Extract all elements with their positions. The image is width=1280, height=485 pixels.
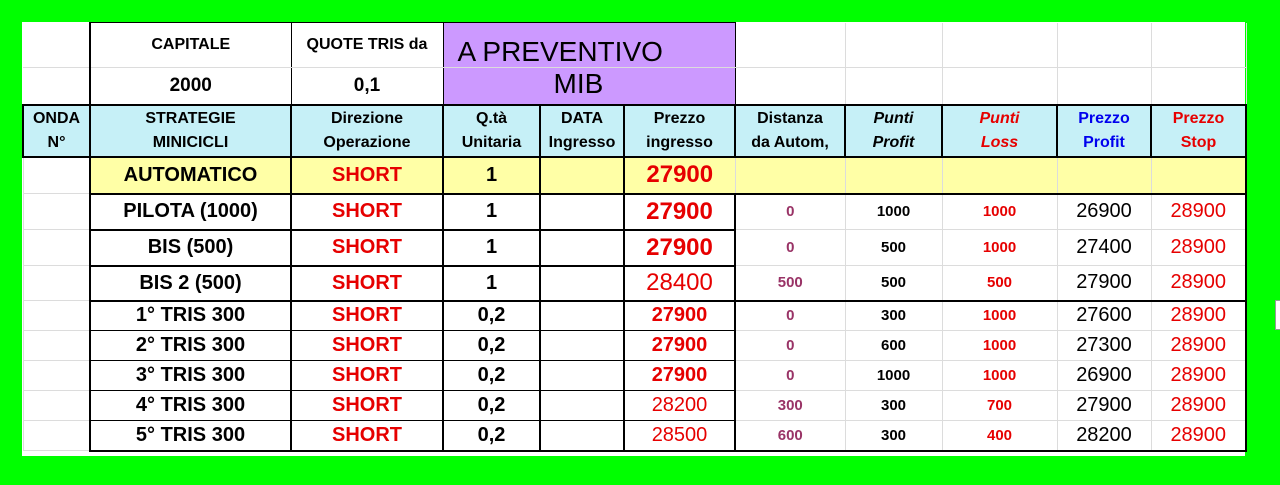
cell-distanza[interactable]: 500 (735, 266, 845, 301)
table-row (23, 266, 1246, 301)
header-line-1: Prezzo (653, 109, 706, 127)
cell-prezzo-ingresso[interactable]: 27900 (624, 230, 735, 266)
header-row-2 (23, 68, 1246, 105)
header-punti-profit[interactable] (845, 105, 942, 157)
cell-distanza[interactable]: 0 (735, 230, 845, 266)
cell-prezzo-profit[interactable]: 27900 (1057, 391, 1151, 421)
cell-prezzo-profit[interactable] (1057, 157, 1151, 194)
cell-onda[interactable] (23, 157, 90, 194)
cell-qta[interactable]: 1 (443, 230, 540, 266)
cell-prezzo-profit[interactable]: 26900 (1057, 361, 1151, 391)
cell-punti-profit[interactable]: 300 (845, 391, 942, 421)
cell-prezzo-stop[interactable]: 28900 (1151, 421, 1246, 451)
empty-cell[interactable] (23, 23, 90, 68)
cell-prezzo-ingresso[interactable]: 28200 (624, 391, 735, 421)
empty-cell[interactable] (1057, 23, 1151, 68)
table-row (23, 391, 1246, 421)
header-line-2: Unitaria (461, 133, 522, 151)
cell-strategie[interactable]: 1° TRIS 300 (90, 301, 291, 331)
cell-punti-loss[interactable]: 1000 (942, 194, 1057, 230)
cell-direzione[interactable]: SHORT (291, 361, 443, 391)
cell-data-ingresso[interactable] (540, 421, 624, 451)
cell-data-ingresso[interactable] (540, 266, 624, 301)
header-onda[interactable] (23, 105, 90, 157)
cell-punti-profit[interactable]: 1000 (845, 361, 942, 391)
cell-direzione[interactable]: SHORT (291, 266, 443, 301)
cell-strategie[interactable]: 5° TRIS 300 (90, 421, 291, 451)
cell-punti-profit[interactable]: 500 (845, 230, 942, 266)
cell-distanza[interactable] (735, 157, 845, 194)
cell-strategie[interactable]: 3° TRIS 300 (90, 361, 291, 391)
cell-direzione[interactable]: SHORT (291, 157, 443, 194)
cell-prezzo-stop[interactable]: 28900 (1151, 361, 1246, 391)
cell-prezzo-ingresso[interactable]: 27900 (624, 301, 735, 331)
cell-distanza[interactable]: 300 (735, 391, 845, 421)
header-prezzo-stop[interactable] (1151, 105, 1246, 157)
table-row (23, 301, 1246, 331)
cell-prezzo-profit[interactable]: 28200 (1057, 421, 1151, 451)
cell-prezzo-stop[interactable]: 28900 (1151, 391, 1246, 421)
cell-onda[interactable] (23, 266, 90, 301)
cell-qta[interactable]: 1 (443, 194, 540, 230)
cell-prezzo-profit[interactable]: 26900 (1057, 194, 1151, 230)
header-line-2: Profit (872, 133, 915, 151)
table-row (23, 157, 1246, 194)
empty-cell[interactable] (942, 23, 1057, 68)
empty-cell[interactable] (845, 23, 942, 68)
header-prezzo-profit[interactable] (1057, 105, 1151, 157)
cell-qta[interactable]: 0,2 (443, 361, 540, 391)
empty-cell[interactable] (735, 68, 845, 105)
empty-cell[interactable] (735, 23, 845, 68)
quote-tris-label[interactable]: QUOTE TRIS da (291, 23, 443, 68)
header-distanza[interactable] (735, 105, 845, 157)
cell-punti-loss[interactable]: 500 (942, 266, 1057, 301)
cell-direzione[interactable]: SHORT (291, 194, 443, 230)
header-strategie[interactable] (90, 105, 291, 157)
header-line-2: Ingresso (548, 133, 616, 151)
cell-punti-profit[interactable]: 300 (845, 421, 942, 451)
empty-cell[interactable] (23, 68, 90, 105)
cell-prezzo-ingresso[interactable]: 27900 (624, 157, 735, 194)
cell-punti-profit[interactable]: 600 (845, 331, 942, 361)
header-punti-loss[interactable] (942, 105, 1057, 157)
cell-punti-loss[interactable]: 1000 (942, 301, 1057, 331)
cell-prezzo-stop[interactable]: 28900 (1151, 331, 1246, 361)
cell-data-ingresso[interactable] (540, 331, 624, 361)
cell-onda[interactable] (23, 331, 90, 361)
cell-distanza[interactable]: 0 (735, 301, 845, 331)
cell-punti-profit[interactable]: 1000 (845, 194, 942, 230)
strategy-table (22, 22, 1247, 452)
cell-strategie[interactable]: 2° TRIS 300 (90, 331, 291, 361)
cell-onda[interactable] (23, 194, 90, 230)
cell-qta[interactable]: 0,2 (443, 301, 540, 331)
title-line-2: MIB (553, 68, 604, 99)
cell-direzione[interactable]: SHORT (291, 421, 443, 451)
header-data-ingresso[interactable] (540, 105, 624, 157)
cell-direzione[interactable]: SHORT (291, 331, 443, 361)
table-row (23, 230, 1246, 266)
cell-prezzo-stop[interactable]: 28900 (1151, 266, 1246, 301)
cell-onda[interactable] (23, 391, 90, 421)
header-direzione[interactable] (291, 105, 443, 157)
cell-prezzo-stop[interactable]: 28900 (1151, 230, 1246, 266)
empty-cell[interactable] (942, 68, 1057, 105)
header-line-1: Prezzo (1172, 109, 1225, 127)
cell-direzione[interactable]: SHORT (291, 391, 443, 421)
cell-qta[interactable]: 0,2 (443, 391, 540, 421)
header-line-1: Direzione (330, 109, 403, 127)
cell-qta[interactable]: 0,2 (443, 421, 540, 451)
cell-onda[interactable] (23, 230, 90, 266)
cell-distanza[interactable]: 0 (735, 361, 845, 391)
cell-qta[interactable]: 1 (443, 266, 540, 301)
cell-punti-loss[interactable]: 1000 (942, 230, 1057, 266)
cell-data-ingresso[interactable] (540, 230, 624, 266)
cell-distanza[interactable]: 600 (735, 421, 845, 451)
cell-punti-profit[interactable]: 500 (845, 266, 942, 301)
header-line-1: Prezzo (1078, 109, 1130, 127)
cell-distanza[interactable]: 0 (735, 194, 845, 230)
header-line-1: Punti (979, 109, 1020, 127)
table-row (23, 421, 1246, 451)
cell-punti-loss[interactable]: 400 (942, 421, 1057, 451)
cell-direzione[interactable]: SHORT (291, 301, 443, 331)
cell-strategie[interactable]: AUTOMATICO (90, 157, 291, 194)
header-line-1: Q.tà (475, 109, 508, 127)
cell-onda[interactable] (23, 361, 90, 391)
cell-strategie[interactable]: 4° TRIS 300 (90, 391, 291, 421)
cell-prezzo-profit[interactable]: 27600 (1057, 301, 1151, 331)
header-line-1: STRATEGIE (145, 109, 236, 127)
cell-qta[interactable]: 0,2 (443, 331, 540, 361)
cell-prezzo-profit[interactable]: 27300 (1057, 331, 1151, 361)
cell-prezzo-profit[interactable]: 27900 (1057, 266, 1151, 301)
header-line-2: da Autom, (751, 133, 829, 151)
cell-prezzo-stop[interactable]: 28900 (1151, 194, 1246, 230)
cell-prezzo-ingresso[interactable]: 28400 (624, 266, 735, 301)
table-row (23, 361, 1246, 391)
header-line-2: N° (47, 133, 66, 151)
cell-onda[interactable] (23, 301, 90, 331)
scroll-handle[interactable] (1275, 300, 1280, 330)
header-line-2: Operazione (323, 133, 411, 151)
header-line-2: Stop (1180, 133, 1217, 151)
cell-prezzo-profit[interactable]: 27400 (1057, 230, 1151, 266)
header-row-1 (23, 23, 1246, 68)
table-row (23, 331, 1246, 361)
cell-strategie[interactable]: PILOTA (1000) (90, 194, 291, 230)
column-header-row (23, 105, 1246, 157)
quote-tris-value[interactable]: 0,1 (291, 68, 443, 105)
empty-cell[interactable] (1151, 23, 1246, 68)
empty-cell[interactable] (1057, 68, 1151, 105)
empty-cell[interactable] (1151, 68, 1246, 105)
cell-data-ingresso[interactable] (540, 194, 624, 230)
cell-prezzo-stop[interactable]: 28900 (1151, 301, 1246, 331)
header-line-2: Profit (1083, 133, 1125, 151)
cell-punti-profit[interactable]: 300 (845, 301, 942, 331)
cell-punti-loss[interactable]: 700 (942, 391, 1057, 421)
cell-data-ingresso[interactable] (540, 391, 624, 421)
cell-distanza[interactable]: 0 (735, 331, 845, 361)
cell-data-ingresso[interactable] (540, 157, 624, 194)
cell-punti-loss[interactable]: 1000 (942, 361, 1057, 391)
cell-prezzo-ingresso[interactable]: 27900 (624, 194, 735, 230)
cell-prezzo-ingresso[interactable]: 27900 (624, 361, 735, 391)
header-line-1: DATA (560, 109, 604, 127)
cell-qta[interactable]: 1 (443, 157, 540, 194)
header-line-1: Punti (873, 109, 914, 127)
title-a-preventivo[interactable] (443, 23, 735, 68)
title-mib[interactable] (443, 68, 735, 105)
title-line-1: A PREVENTIVO (457, 36, 663, 67)
cell-punti-profit[interactable] (845, 157, 942, 194)
table-row (23, 194, 1246, 230)
cell-onda[interactable] (23, 421, 90, 451)
cell-prezzo-ingresso[interactable]: 28500 (624, 421, 735, 451)
capitale-value[interactable]: 2000 (90, 68, 291, 105)
cell-data-ingresso[interactable] (540, 301, 624, 331)
header-line-2: MINICICLI (152, 133, 229, 151)
empty-cell[interactable] (845, 68, 942, 105)
cell-punti-loss[interactable] (942, 157, 1057, 194)
header-qta[interactable] (443, 105, 540, 157)
header-line-2: Loss (980, 133, 1019, 151)
cell-direzione[interactable]: SHORT (291, 230, 443, 266)
cell-strategie[interactable]: BIS (500) (90, 230, 291, 266)
capitale-label[interactable]: CAPITALE (90, 23, 291, 68)
header-line-1: Distanza (757, 109, 823, 127)
header-line-1: ONDA (32, 109, 81, 127)
header-prezzo-ingresso[interactable] (624, 105, 735, 157)
cell-prezzo-stop[interactable] (1151, 157, 1246, 194)
header-line-2: ingresso (646, 133, 713, 151)
cell-data-ingresso[interactable] (540, 361, 624, 391)
cell-punti-loss[interactable]: 1000 (942, 331, 1057, 361)
cell-strategie[interactable]: BIS 2 (500) (90, 266, 291, 301)
cell-prezzo-ingresso[interactable]: 27900 (624, 331, 735, 361)
